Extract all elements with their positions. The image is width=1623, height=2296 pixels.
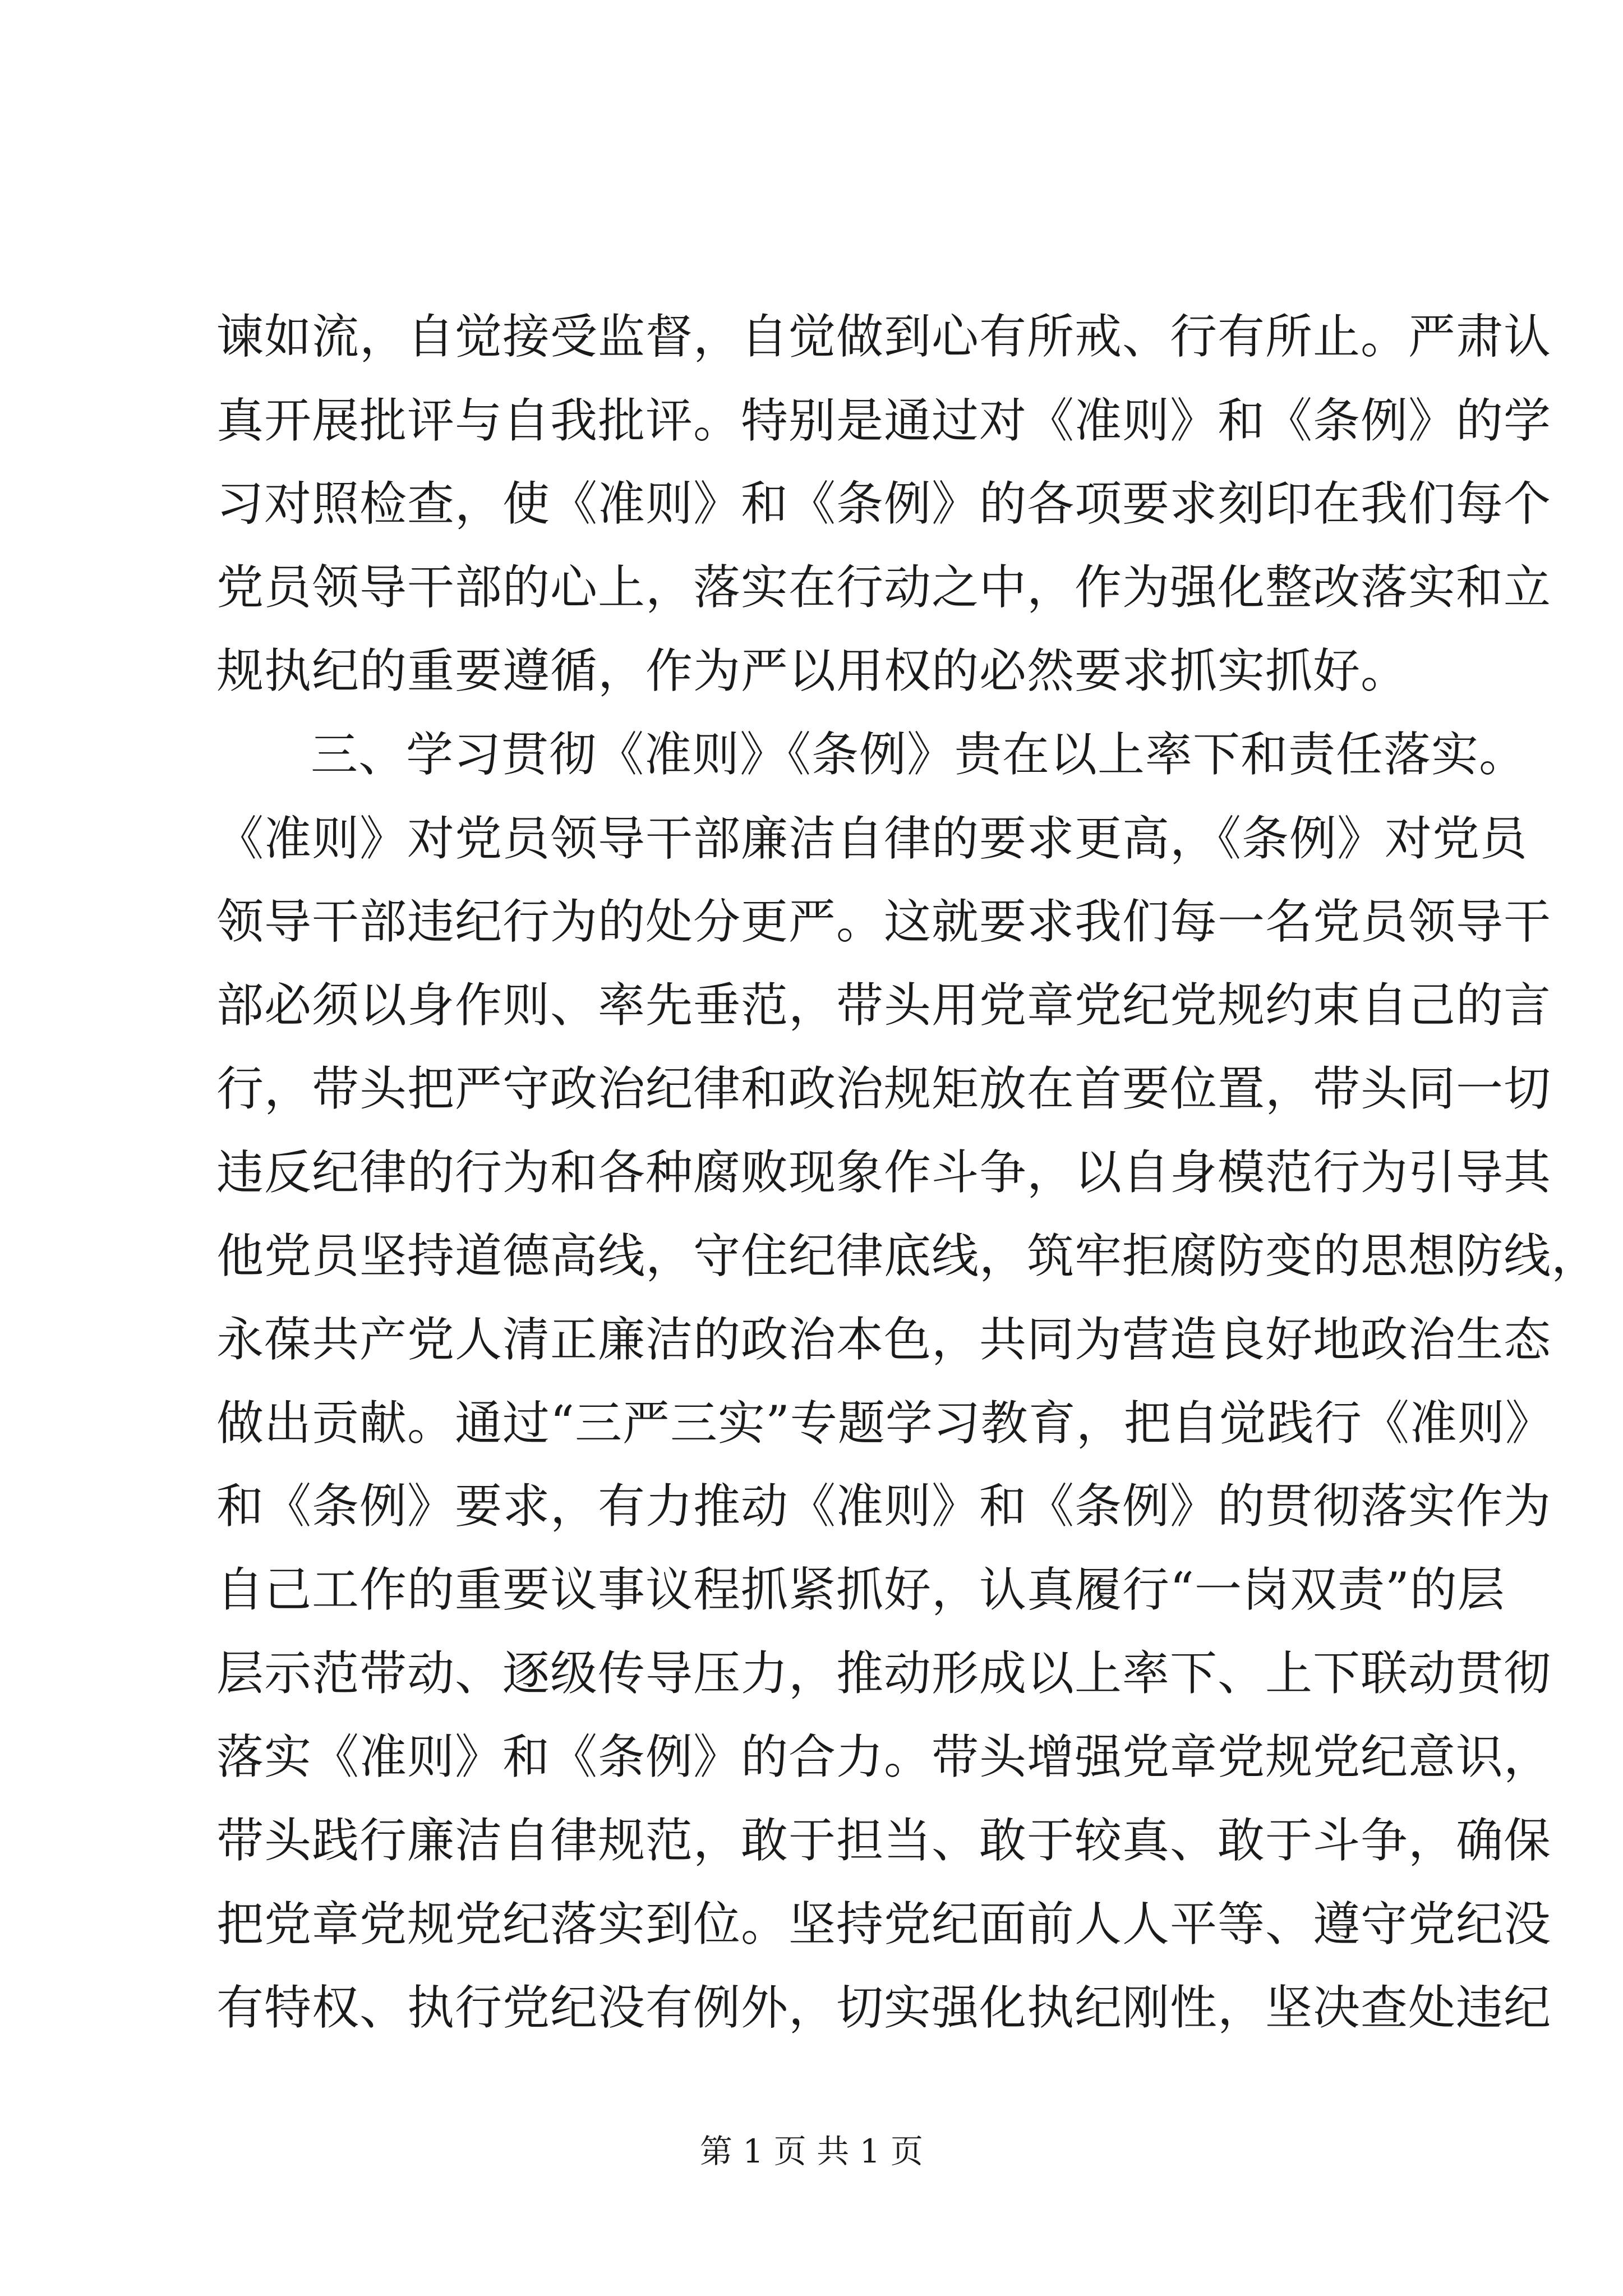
section-heading-line: 三、学习贯彻《准则》《条例》贵在以上率下和责任落实。 [311, 727, 1527, 782]
body-text-line: 部必须以身作则、率先垂范，带头用党章党纪党规约束自己的言 [216, 978, 1552, 1033]
body-text-line: 行，带头把严守政治纪律和政治规矩放在首要位置，带头同一切 [216, 1061, 1552, 1116]
body-text-line: 他党员坚持道德高线，守住纪律底线，筑牢拒腐防变的思想防线， [216, 1228, 1599, 1283]
body-text-line: 谏如流，自觉接受监督，自觉做到心有所戒、行有所止。严肃认 [216, 309, 1552, 364]
body-text-line: 党员领导干部的心上，落实在行动之中，作为强化整改落实和立 [216, 560, 1552, 615]
body-text-line: 永葆共产党人清正廉洁的政治本色，共同为营造良好地政治生态 [216, 1312, 1552, 1367]
body-text-line: 真开展批评与自我批评。特别是通过对《准则》和《条例》的学 [216, 393, 1552, 448]
body-text-line: 习对照检查，使《准则》和《条例》的各项要求刻印在我们每个 [216, 476, 1552, 531]
body-text-line: 规执纪的重要遵循，作为严以用权的必然要求抓实抓好。 [216, 643, 1409, 698]
body-text-line: 违反纪律的行为和各种腐败现象作斗争，以自身模范行为引导其 [216, 1145, 1552, 1200]
body-text-line: 层示范带动、逐级传导压力，推动形成以上率下、上下联动贯彻 [216, 1646, 1552, 1701]
body-text-line: 自己工作的重要议事议程抓紧抓好，认真履行“一岗双责”的层 [216, 1562, 1505, 1617]
page-number-footer: 第 1 页 共 1 页 [700, 2132, 923, 2170]
body-text-line: 把党章党规党纪落实到位。坚持党纪面前人人平等、遵守党纪没 [216, 1897, 1552, 1952]
body-text-line: 带头践行廉洁自律规范，敢于担当、敢于较真、敢于斗争，确保 [216, 1813, 1552, 1868]
body-text-line: 和《条例》要求，有力推动《准则》和《条例》的贯彻落实作为 [216, 1479, 1552, 1534]
body-text-line: 做出贡献。通过“三严三实”专题学习教育，把自觉践行《准则》 [216, 1396, 1553, 1451]
body-text-line: 落实《准则》和《条例》的合力。带头增强党章党规党纪意识， [216, 1729, 1552, 1784]
body-text-line: 有特权、执行党纪没有例外，切实强化执纪刚性，坚决查处违纪 [216, 1980, 1552, 2035]
body-text-line: 领导干部违纪行为的处分更严。这就要求我们每一名党员领导干 [216, 894, 1552, 949]
body-text-line: 《准则》对党员领导干部廉洁自律的要求更高，《条例》对党员 [216, 811, 1528, 866]
